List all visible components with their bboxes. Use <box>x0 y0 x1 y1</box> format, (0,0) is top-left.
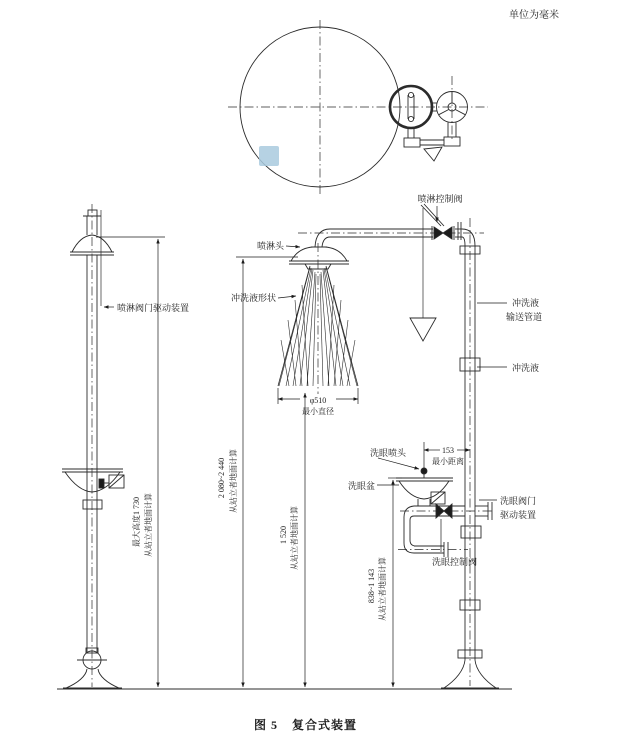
shower-head-front <box>289 247 349 269</box>
dim-eyewash-height-note: 从站立者地面计算 <box>378 557 387 621</box>
label-eyewash-bowl: 洗眼盆 <box>348 481 376 491</box>
label-eyewash-valve-actuator-1: 洗眼阀门 <box>500 496 537 506</box>
label-shower-valve-actuator: 喷淋阀门驱动装置 <box>117 303 190 313</box>
left-combination-unit <box>62 204 124 688</box>
dim-nozzle-distance-note: 最小距离 <box>432 457 464 466</box>
label-shower-control-valve: 喷淋控制阀 <box>417 194 463 204</box>
caption-figure-number: 图 5 <box>253 718 278 732</box>
dim-eyewash-height: 838~1 143 <box>367 568 376 604</box>
left-base <box>63 648 122 688</box>
eyewash-spray-head <box>421 468 427 474</box>
caption-title: 复合式装置 <box>292 718 358 732</box>
label-eyewash-valve-actuator-2: 驱动装置 <box>500 510 537 520</box>
label-flush-pipe-2: 输送管道 <box>506 312 543 322</box>
leader-lines <box>104 206 507 552</box>
label-eyewash-control-valve: 洗眼控制阀 <box>432 557 478 567</box>
dim-spray-diameter: φ510 <box>309 396 327 405</box>
eyewash-lower-loop <box>398 506 468 557</box>
label-flush-shape: 冲洗液形状 <box>230 293 276 303</box>
label-shower-head: 喷淋头 <box>256 241 284 251</box>
watermark <box>259 146 279 166</box>
dim-max-height: 最大高度1 730 <box>132 497 141 547</box>
shower-control-valve-symbol <box>421 204 454 240</box>
figure-caption <box>254 717 357 732</box>
label-flush-pipe-1: 冲洗液 <box>512 298 540 308</box>
dim-shower-height-note: 从站立者地面计算 <box>229 449 238 513</box>
dim-shower-height: 2 080~2 440 <box>217 457 226 499</box>
dim-spray-height-note: 从站立者地面计算 <box>290 506 299 570</box>
dim-spray-diameter-note: 最小直径 <box>302 407 334 416</box>
label-flush-fluid: 冲洗液 <box>512 363 540 373</box>
eyewash-bowl-right <box>396 468 453 506</box>
top-view <box>228 20 488 195</box>
shower-assembly <box>278 204 484 394</box>
dim-max-height-note: 从站立者地面计算 <box>144 493 153 557</box>
label-eyewash-nozzle: 洗眼喷头 <box>370 448 407 458</box>
units-note: 单位为毫米 <box>509 10 559 21</box>
left-eyewash-bowl <box>62 469 124 509</box>
dim-nozzle-distance: 153 <box>442 446 454 455</box>
dim-spray-height: 1 520 <box>279 526 288 544</box>
spray-cone <box>278 243 358 394</box>
